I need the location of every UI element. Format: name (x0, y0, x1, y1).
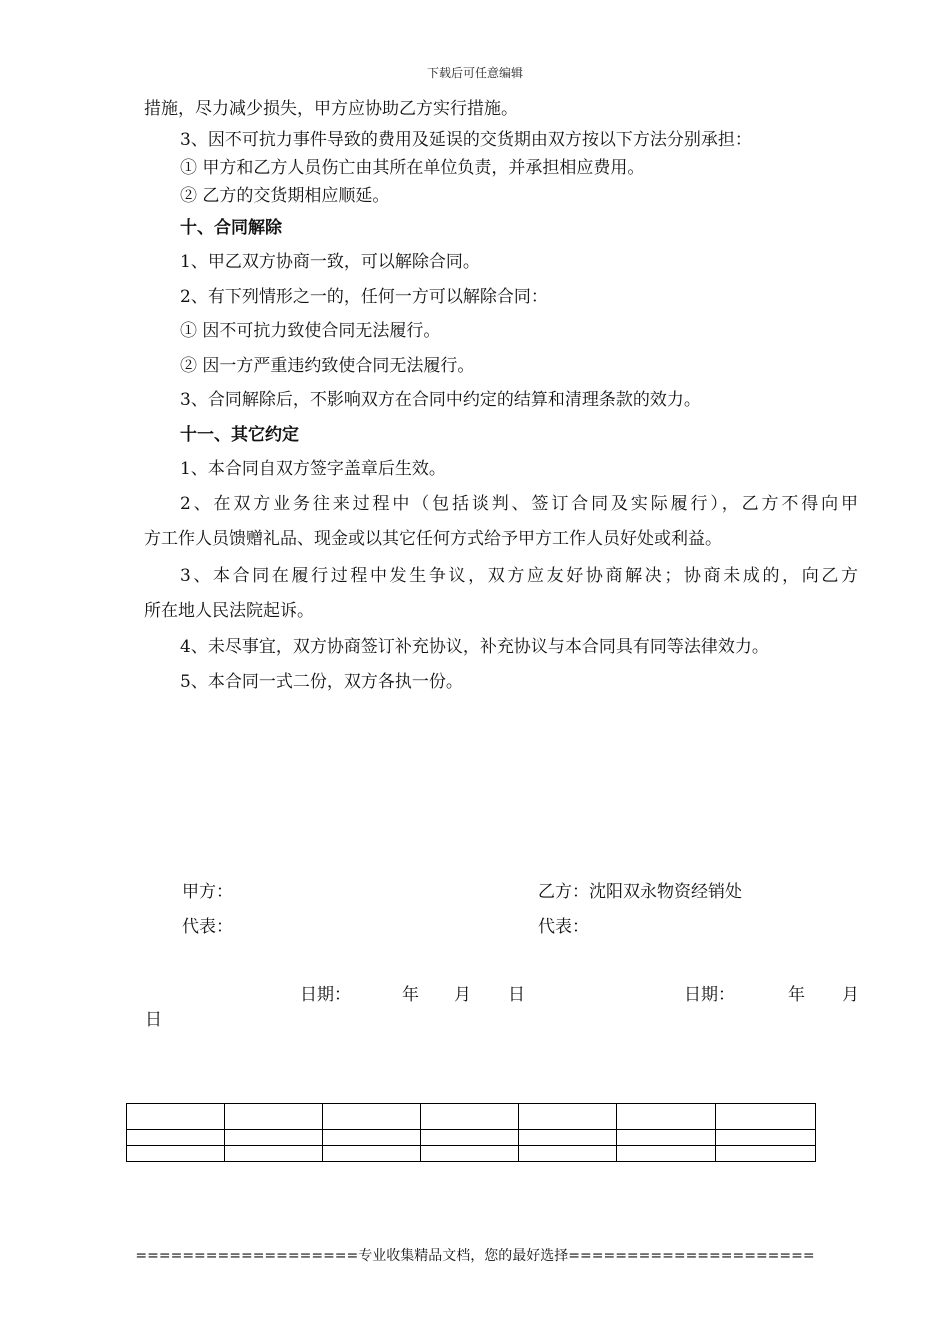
table-cell (617, 1104, 716, 1130)
paragraph: 1、本合同自双方签字盖章后生效。 (180, 459, 446, 479)
paragraph: 方工作人员馈赠礼品、现金或以其它任何方式给予甲方工作人员好处或利益。 (144, 529, 722, 549)
date-label-b: 日期： (684, 985, 735, 1005)
paragraph: 2、有下列情形之一的，任何一方可以解除合同： (180, 287, 548, 307)
party-b-label: 乙方：沈阳双永物资经销处 (538, 882, 742, 902)
party-a-label: 甲方： (182, 882, 233, 902)
paragraph: 措施，尽力减少损失，甲方应协助乙方实行措施。 (144, 99, 518, 119)
date-year-b: 年 (788, 985, 805, 1005)
table-cell (617, 1130, 716, 1146)
paragraph: 1、甲乙双方协商一致，可以解除合同。 (180, 252, 480, 272)
date-month-a: 月 (454, 985, 471, 1005)
paragraph: ① 甲方和乙方人员伤亡由其所在单位负责，并承担相应费用。 (180, 158, 645, 178)
paragraph: 2、在双方业务往来过程中（包括谈判、签订合同及实际履行），乙方不得向甲 (180, 494, 858, 514)
table-cell (716, 1130, 816, 1146)
representative-a-label: 代表： (182, 917, 233, 937)
table-cell (127, 1104, 225, 1130)
table-cell (519, 1130, 617, 1146)
representative-b-label: 代表： (538, 917, 589, 937)
paragraph: 3、因不可抗力事件导致的费用及延误的交货期由双方按以下方法分别承担： (180, 130, 752, 150)
table-cell (225, 1130, 323, 1146)
blank-form-table (126, 1103, 816, 1162)
table-cell (127, 1130, 225, 1146)
paragraph: ② 因一方严重违约致使合同无法履行。 (180, 356, 475, 376)
paragraph: ① 因不可抗力致使合同无法履行。 (180, 321, 441, 341)
page-footer: ===================专业收集精品文档，您的最好选择===================== (135, 1248, 815, 1264)
date-day-b: 日 (145, 1010, 162, 1030)
table-cell (323, 1130, 421, 1146)
table-cell (716, 1146, 816, 1162)
paragraph: 5、本合同一式二份，双方各执一份。 (180, 672, 463, 692)
table-row (127, 1104, 816, 1130)
table-cell (225, 1104, 323, 1130)
table-cell (421, 1104, 519, 1130)
section-heading-contract-termination: 十、合同解除 (180, 218, 282, 238)
paragraph: 3、本合同在履行过程中发生争议，双方应友好协商解决；协商未成的，向乙方 (180, 566, 858, 586)
table-row (127, 1130, 816, 1146)
page-header-note: 下载后可任意编辑 (426, 66, 523, 80)
date-day-a: 日 (508, 985, 525, 1005)
table-cell (617, 1146, 716, 1162)
date-year-a: 年 (402, 985, 419, 1005)
table-cell (323, 1146, 421, 1162)
paragraph: ② 乙方的交货期相应顺延。 (180, 186, 390, 206)
section-heading-other-agreements: 十一、其它约定 (180, 425, 299, 445)
table-cell (716, 1104, 816, 1130)
paragraph: 所在地人民法院起诉。 (144, 601, 314, 621)
table-cell (519, 1104, 617, 1130)
table-cell (127, 1146, 225, 1162)
paragraph: 3、合同解除后，不影响双方在合同中约定的结算和清理条款的效力。 (180, 390, 701, 410)
date-month-b: 月 (842, 985, 859, 1005)
table-cell (323, 1104, 421, 1130)
table-cell (225, 1146, 323, 1162)
table-row (127, 1146, 816, 1162)
table-cell (421, 1130, 519, 1146)
paragraph: 4、未尽事宜，双方协商签订补充协议，补充协议与本合同具有同等法律效力。 (180, 637, 769, 657)
table-cell (421, 1146, 519, 1162)
date-label-a: 日期： (300, 985, 351, 1005)
table-cell (519, 1146, 617, 1162)
